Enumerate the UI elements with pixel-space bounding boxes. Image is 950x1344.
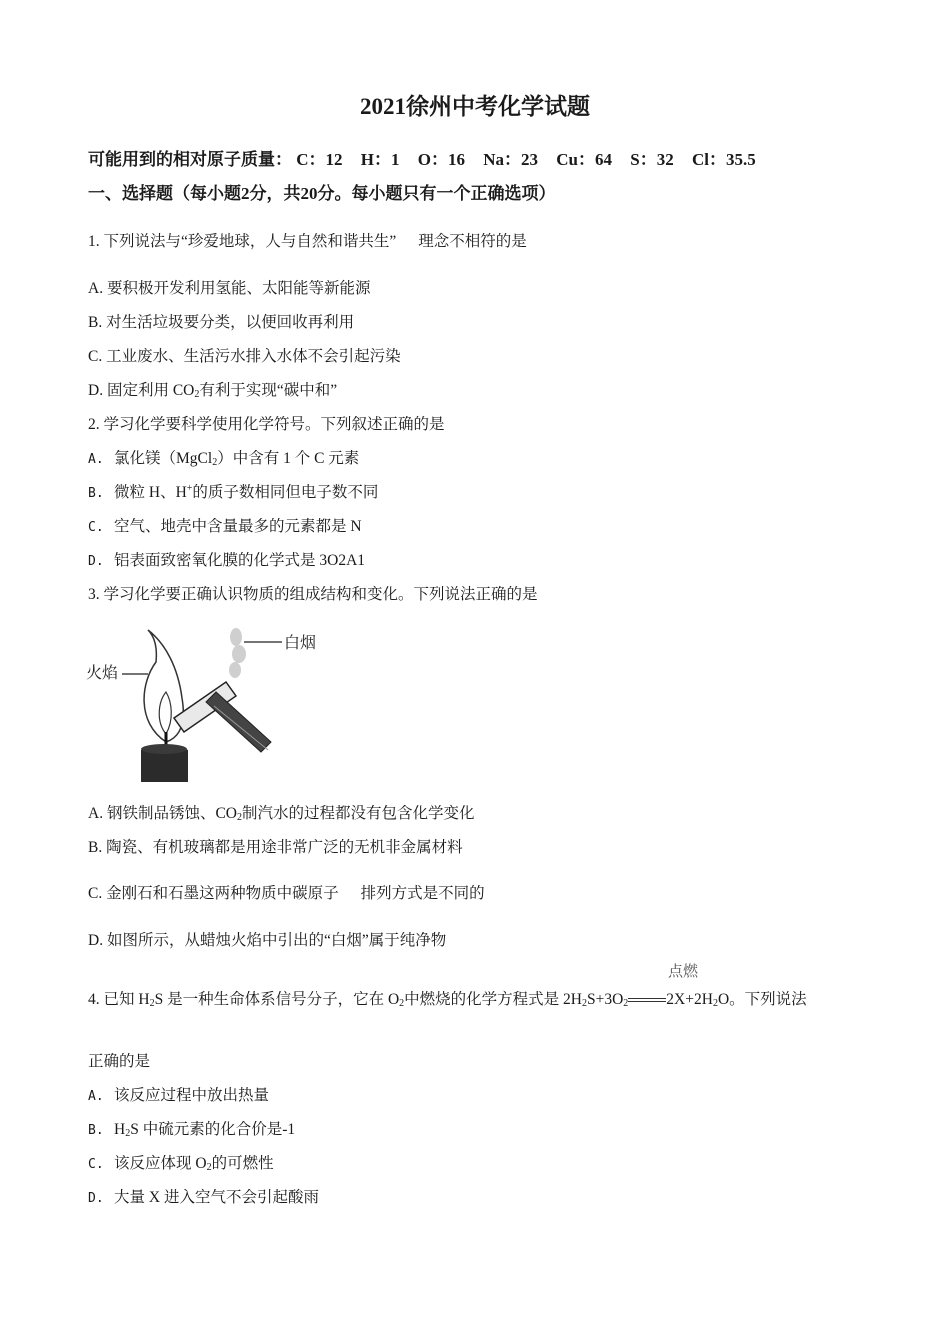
q1-option-d-pre: D. 固定利用 CO — [88, 382, 195, 399]
q4-option-b-post: S 中硫元素的化合价是-1 — [130, 1121, 296, 1138]
q4-option-d-letter: D. — [88, 1191, 104, 1206]
q3-option-a-post: 制汽水的过程都没有包含化学变化 — [241, 805, 475, 822]
q3-option-a[interactable] — [88, 801, 475, 823]
q2-option-c-letter: C. — [88, 520, 104, 535]
q4-sub-1: 2 — [149, 998, 155, 1009]
q1-option-d-sub: 2 — [194, 389, 200, 400]
q2-option-b-pre: 微粒 H、H — [114, 484, 187, 501]
q3-option-c-part1: C. 金刚石和石墨这两种物质中碳原子 — [88, 885, 339, 902]
q1-option-b[interactable]: B. 对生活垃圾要分类，以便回收再利用 — [88, 314, 355, 331]
page-title: 2021徐州中考化学试题 — [360, 94, 590, 119]
smoke-icon — [229, 628, 246, 678]
q2-option-a-post: ）中含有 1 个 C 元素 — [217, 450, 360, 467]
q4-option-c-sub: 2 — [206, 1162, 212, 1173]
q1-option-d[interactable] — [88, 378, 337, 400]
q4-option-b-sub: 2 — [125, 1128, 131, 1139]
q4-option-c-pre: 该反应体现 O — [114, 1155, 207, 1172]
atomic-mass-o: O：16 — [417, 150, 465, 169]
q4-option-c-letter: C. — [88, 1157, 104, 1172]
q1-stem-part1: 1. 下列说法与“珍爱地球，人与自然和谐共生” — [88, 233, 397, 250]
q2-stem: 2. 学习化学要科学使用化学符号。下列叙述正确的是 — [88, 416, 445, 433]
q2-option-c-text: 空气、地壳中含量最多的元素都是 N — [114, 518, 362, 535]
glass-tube-icon — [174, 682, 271, 752]
q3-stem: 3. 学习化学要正确认识物质的组成结构和变化。下列说法正确的是 — [88, 586, 538, 603]
q1-option-d-post: 有利于实现“碳中和” — [199, 382, 338, 399]
q4-stem — [88, 987, 807, 1009]
candle-icon — [141, 732, 188, 782]
q4-sub-3: 2 — [581, 998, 587, 1009]
q4-stem-3: 中燃烧的化学方程式是 2H — [404, 991, 582, 1008]
q1-option-c[interactable]: C. 工业废水、生活污水排入水体不会引起污染 — [88, 348, 401, 365]
q4-option-d-text: 大量 X 进入空气不会引起酸雨 — [114, 1189, 319, 1206]
q4-stem-1: 4. 已知 H — [88, 991, 150, 1008]
atomic-mass-cu: Cu：64 — [556, 150, 613, 169]
q2-option-b-letter: B. — [88, 486, 104, 501]
q2-option-b-post: 的质子数相同但电子数不同 — [192, 484, 379, 501]
q4-sub-4: 2 — [623, 998, 629, 1009]
q4-sub-5: 2 — [712, 998, 718, 1009]
smoke-label: 白烟 — [284, 633, 317, 652]
q4-option-d[interactable] — [88, 1185, 319, 1207]
q4-stem-6: O。下列说法 — [717, 991, 807, 1008]
q4-option-c[interactable] — [88, 1151, 274, 1173]
candle-smoke-illustration — [86, 622, 326, 787]
q2-option-c[interactable] — [88, 514, 362, 536]
atomic-mass-label: 可能用到的相对原子质量： — [88, 150, 292, 169]
equation-equals-sign — [628, 998, 666, 1002]
q4-stem-4: S+3O — [586, 991, 624, 1008]
q2-option-b[interactable] — [88, 480, 378, 502]
q2-option-a-sub: 2 — [212, 457, 218, 468]
q3-option-c[interactable] — [88, 881, 485, 903]
q3-option-b[interactable]: B. 陶瓷、有机玻璃都是用途非常广泛的无机非金属材料 — [88, 839, 463, 856]
candle-figure — [86, 622, 326, 787]
q4-option-a-text: 该反应过程中放出热量 — [114, 1087, 270, 1104]
q2-option-a[interactable] — [88, 446, 359, 468]
q4-sub-2: 2 — [399, 998, 405, 1009]
q2-option-a-pre: 氯化镁（MgCl — [114, 450, 213, 467]
q2-option-d-text: 铝表面致密氧化膜的化学式是 3O2A1 — [114, 552, 366, 569]
atomic-mass-s: S：32 — [630, 150, 674, 169]
atomic-mass-na: Na：23 — [483, 150, 539, 169]
q2-option-b-sup: + — [186, 483, 193, 494]
reaction-condition: 点燃 — [668, 964, 699, 980]
q4-option-b-letter: B. — [88, 1123, 104, 1138]
q1-stem — [88, 229, 527, 251]
q4-stem-2: S 是一种生命体系信号分子，它在 O — [154, 991, 400, 1008]
atomic-mass-cl: Cl：35.5 — [691, 150, 756, 169]
atomic-mass-c: C：12 — [296, 150, 343, 169]
q2-option-a-letter: A. — [88, 452, 104, 467]
q4-stem-5: 2X+2H — [666, 991, 713, 1008]
q4-stem-continued: 正确的是 — [88, 1053, 151, 1070]
q4-option-b-pre: H — [114, 1121, 126, 1138]
q4-option-a-letter: A. — [88, 1089, 104, 1104]
q3-option-c-part2: 排列方式是不同的 — [360, 885, 485, 902]
q1-option-a[interactable]: A. 要积极开发利用氢能、太阳能等新能源 — [88, 280, 371, 297]
q3-option-d[interactable]: D. 如图所示，从蜡烛火焰中引出的“白烟”属于纯净物 — [88, 932, 447, 949]
q2-option-d[interactable] — [88, 548, 365, 570]
q3-option-a-sub: 2 — [236, 812, 242, 823]
flame-label: 火焰 — [86, 663, 119, 682]
atomic-mass-h: H：1 — [360, 150, 400, 169]
q4-option-c-post: 的可燃性 — [211, 1155, 274, 1172]
section-heading: 一、选择题（每小题2分，共20分。每小题只有一个正确选项） — [88, 184, 556, 203]
q3-option-a-pre: A. 钢铁制品锈蚀、CO — [88, 805, 237, 822]
q1-stem-part2: 理念不相符的是 — [418, 233, 527, 250]
q2-option-d-letter: D. — [88, 554, 104, 569]
q4-option-a[interactable] — [88, 1083, 269, 1105]
atomic-mass-line — [88, 145, 756, 170]
q4-option-b[interactable] — [88, 1117, 295, 1139]
